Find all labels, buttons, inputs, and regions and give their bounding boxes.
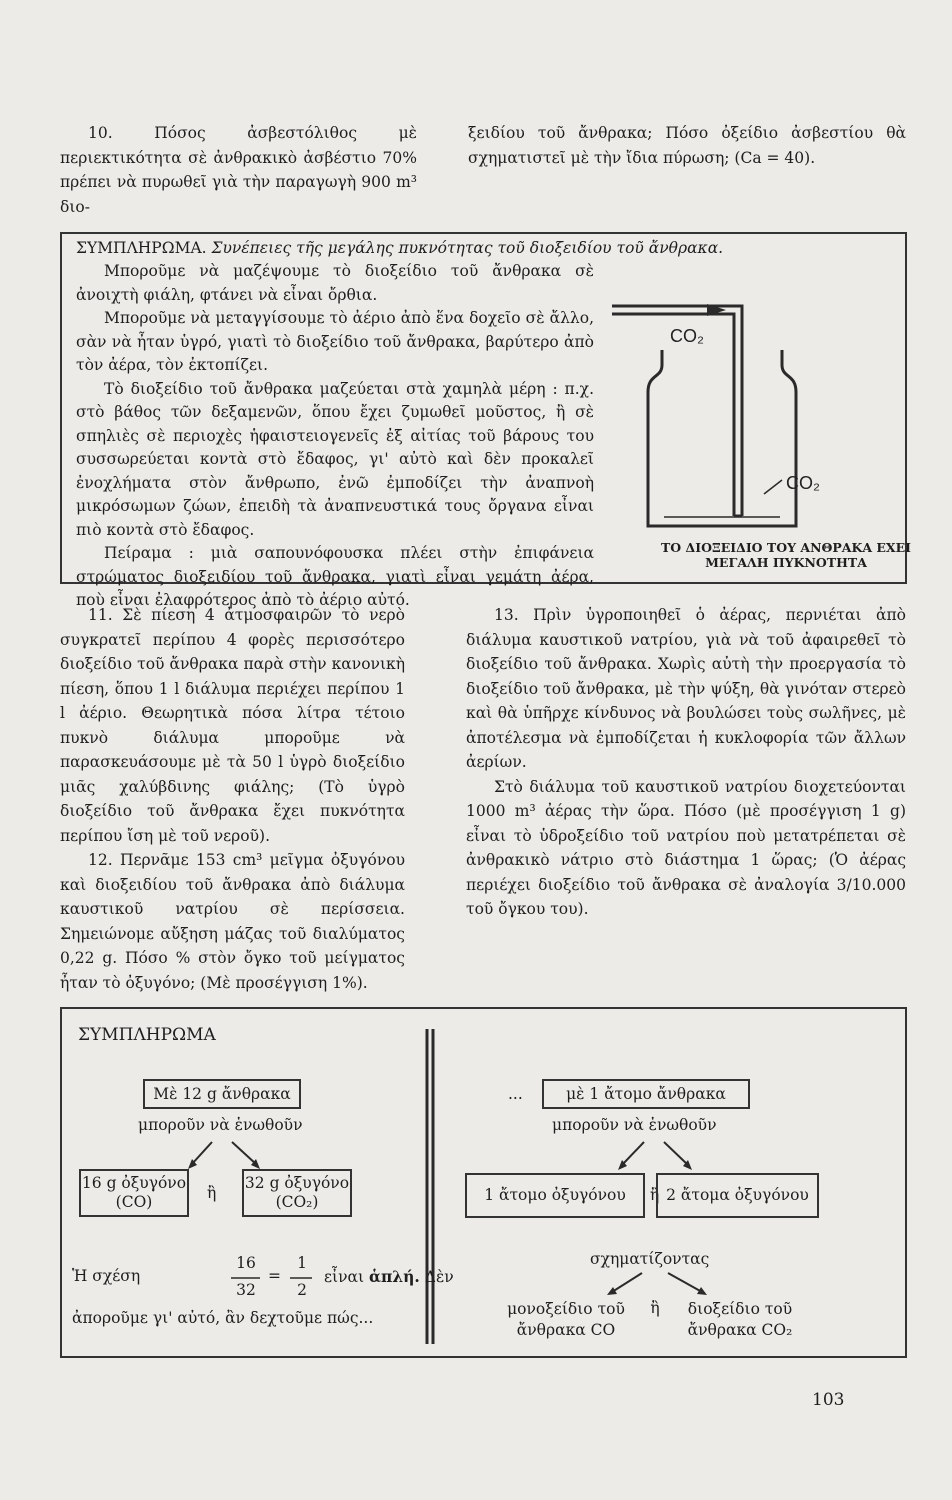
option-co2-text: (CO₂) [275, 1193, 319, 1211]
or-right: ἢ [650, 1186, 660, 1204]
arrow-left-1 [192, 1142, 212, 1164]
arrow-right-1 [622, 1142, 644, 1165]
arrow-forming-1 [612, 1273, 642, 1292]
equals-sign: = [268, 1267, 281, 1285]
option-2-atoms-oxygen: 2 ἄτομα ὀξυγόνου [656, 1173, 819, 1218]
box-1-atom-carbon: μὲ 1 ἄτομο ἄνθρακα [542, 1079, 750, 1109]
product-co2 [670, 1299, 810, 1341]
arrow-forming-2 [668, 1273, 702, 1292]
option-32g-text: 32 g ὀξυγόνο [244, 1174, 350, 1192]
box1-heading [76, 236, 723, 260]
box1-text [76, 260, 594, 613]
fraction1-denominator: 32 [236, 1281, 256, 1299]
product-co2-line: διοξείδιο τοῦ [687, 1300, 793, 1318]
page-number: 103 [812, 1390, 845, 1410]
fraction2-denominator: 2 [297, 1281, 307, 1299]
product-co2-line: ἄνθρακα CO₂ [687, 1321, 793, 1339]
exercise-10-cont [468, 121, 906, 170]
jar [648, 350, 796, 526]
exercise-13-part2: Στὸ διάλυμα τοῦ καυστικοῦ νατρίου διοχετεύονται 1000 m³ ἀέρας τὴν ὥρα. Πόσο (μὲ προσέγγιση 1 g) εἶναι τὸ ὑδροξείδιο τοῦ νατρίου ποὺ μετατρέπεται σὲ ἀνθρακικὸ νάτριο στὸ διάστημα 1 ὥρας; (Ὁ ἀέρας περιέχει διοξείδιο τοῦ ἄνθρακα σὲ ἀναλογία 3/10.000 τοῦ ὄγκου του). [466, 777, 906, 918]
forming-label: σχηματίζοντας [590, 1250, 710, 1268]
or-products: ἢ [650, 1299, 660, 1317]
figure-caption-line: ΤΟ ΔΙΟΞΕΙΔΙΟ ΤΟΥ ΑΝΘΡΑΚΑ ΕΧΕΙ [660, 540, 912, 555]
figure-caption-line: ΜΕΓΑΛΗ ΠΥΚΝΟΤΗΤΑ [705, 555, 867, 570]
option-32g-oxygen [242, 1169, 352, 1217]
supplement-box-ratio [60, 1007, 907, 1358]
option-1-atom-oxygen: 1 ἄτομο ὀξυγόνου [465, 1173, 645, 1218]
exercise-13-part1: 13. Πρὶν ὑγροποιηθεῖ ὁ ἀέρας, περνιέται ἀπὸ διάλυμα καυστικοῦ νατρίου, γιὰ νὰ τοῦ ἀφαιρεθεῖ τὸ διοξείδιο τοῦ ἄνθρακα. Χωρὶς αὐτὴ τὴν προεργασία τὸ διοξείδιο τοῦ ἄνθρακα, μὲ τὴν ψύξη, θὰ γινόταν στερεὸ καὶ θὰ ὑπῆρχε κίνδυνος νὰ βουλώσει τοὺς σωλῆνες, μὲ ἀποτέλεσμα νὰ ἐμποδίζεται ἡ κυκλοφορία τῶν ἄλλων ἀερίων. [466, 606, 906, 771]
option-16g-text: 16 g ὀξυγόνο [81, 1174, 187, 1192]
exercise-10-text: 10. Πόσος ἀσβεστόλιθος μὲ περιεκτικότητα σὲ ἀνθρακικὸ ἀσβέστιο 70% πρέπει νὰ πυρωθεῖ γιὰ τὴν παραγωγὴ 900 m³ διο- [60, 124, 417, 216]
can-combine-left: μποροῦν νὰ ἑνωθοῦν [138, 1116, 303, 1134]
relation-prefix: Ἡ σχέση [72, 1267, 141, 1285]
relation-suffix: Δὲν [424, 1268, 454, 1286]
exercise-12: 12. Περνᾶμε 153 cm³ μεῖγμα ὀξυγόνου καὶ διοξειδίου τοῦ ἄνθρακα ἀπὸ διάλυμα καυστικοῦ νατρίου σὲ περίσσεια. Σημειώνομε αὔξηση μάζας τοῦ διαλύματος 0,22 g. Πόσο % στὸν ὄγκο τοῦ μείγματος ἦταν τὸ ὀξυγόνο; (Μὲ προσέγγιση 1%). [60, 851, 405, 992]
or-left: ἢ [207, 1184, 217, 1202]
box1-paragraph: Τὸ διοξείδιο τοῦ ἄνθρακα μαζεύεται στὰ χαμηλὰ μέρη : π.χ. στὸ βάθος τῶν δεξαμενῶν, ὅπου ἔχει ζυμωθεῖ μοῦστος, ἢ σὲ σπηλιὲς σὲ περιοχὲς ἡφαιστειογενεῖς ἐξ αἰτίας τοῦ βάρους του συσσωρεύεται κοντὰ στὸ ἔδαφος, γι' αὐτὸ καὶ δὲν προκαλεῖ ἐνοχλήματα στὸν ἄνθρωπο, ἐνῶ ἐμποδίζει τὴν ἀναπνοὴ μικρόσωμων ζώων, ἐπειδὴ τὰ ἀναπνευστικά τους ὄργανα εἶναι πιὸ κοντὰ στὸ ἔδαφος. [76, 379, 594, 539]
arrow-left-2 [232, 1142, 256, 1164]
fraction1-numerator: 16 [236, 1254, 256, 1272]
arrow-right-2 [664, 1142, 688, 1165]
box1-subheading: Συνέπειες τῆς μεγάλης πυκνότητας τοῦ διοξειδίου τοῦ ἄνθρακα. [211, 239, 724, 257]
box2-title: ΣΥΜΠΛΗΡΩΜΑ [78, 1025, 216, 1045]
option-16g-oxygen [79, 1169, 189, 1217]
arrowhead-icon [607, 1287, 617, 1295]
box1-paragraph: Πείραμα : μιὰ σαπουνόφουσκα πλέει στὴν ἐπιφάνεια στρώματος διοξειδίου τοῦ ἄνθρακα, γιατὶ εἶναι γεμάτη ἀέρα, ποὺ εἶναι ἐλαφρότερος ἀπὸ τὸ ἀέριο αὐτό. [76, 544, 594, 609]
option-co-text: (CO) [115, 1193, 153, 1211]
exercise-13 [466, 603, 906, 922]
box1-heading-title: ΣΥΜΠΛΗΡΩΜΑ. [76, 239, 207, 257]
product-co [492, 1299, 640, 1341]
relation-line1-end [324, 1267, 454, 1286]
relation-mid: εἶναι [324, 1268, 365, 1286]
exercise-10 [60, 121, 417, 219]
co2-label-top: CO₂ [670, 326, 704, 346]
exercises-11-12 [60, 603, 405, 995]
box-12g-carbon: Μὲ 12 g ἄνθρακα [143, 1079, 301, 1109]
box1-paragraph: Μποροῦμε νὰ μεταγγίσουμε τὸ ἀέριο ἀπὸ ἕνα δοχεῖο σὲ ἄλλο, σὰν νὰ ἦταν ὑγρό, γιατὶ τὸ διοξείδιο τοῦ ἄνθρακα, βαρύτερο ἀπὸ τὸν ἀέρα, τὸν ἐκτοπίζει. [76, 309, 594, 374]
relation-line2: ἀποροῦμε γι' αὐτό, ἂν δεχτοῦμε πώς... [72, 1309, 374, 1327]
product-co-line: ἄνθρακα CO [516, 1321, 616, 1339]
label-pointer [764, 480, 782, 494]
box1-paragraph: Μποροῦμε νὰ μαζέψουμε τὸ διοξείδιο τοῦ ἄνθρακα σὲ ἀνοιχτὴ φιάλη, φτάνει νὰ εἶναι ὄρθια. [76, 262, 594, 304]
co2-jar-figure [602, 294, 902, 546]
can-combine-right: μποροῦν νὰ ἑνωθοῦν [552, 1116, 717, 1134]
co2-label-bottom: CO₂ [786, 473, 820, 493]
continuation-dots: ... [508, 1085, 523, 1103]
product-co-line: μονοξείδιο τοῦ [507, 1300, 625, 1318]
exercise-10-text-cont: ξειδίου τοῦ ἄνθρακα; Πόσο ὀξείδιο ἀσβεστίου θὰ σχηματιστεῖ μὲ τὴν ἴδια πύρωση; (Ca = 40). [468, 124, 906, 167]
relation-bold: ἁπλή. [369, 1267, 420, 1286]
fraction2-numerator: 1 [297, 1254, 307, 1272]
supplement-box-density [60, 232, 912, 609]
exercise-11: 11. Σὲ πίεση 4 ἀτμοσφαιρῶν τὸ νερὸ συγκρατεῖ περίπου 4 φορὲς περισσότερο διοξείδιο τοῦ ἄνθρακα παρὰ στὴν κανονικὴ πίεση, ὅπου 1 l διάλυμα περιέχει περίπου 1 l ἀέριο. Θεωρητικὰ πόσα λίτρα τέτοιο πυκνὸ διάλυμα μποροῦμε νὰ παρασκευάσουμε μὲ τὰ 50 l ὑγρὸ διοξείδιο μιᾶς χαλύβδινης φιάλης; (Τὸ ὑγρὸ διοξείδιο τοῦ ἄνθρακα ἔχει πυκνότητα περίπου ἴση μὲ τοῦ νεροῦ). [60, 606, 405, 845]
figure-caption [610, 540, 952, 570]
